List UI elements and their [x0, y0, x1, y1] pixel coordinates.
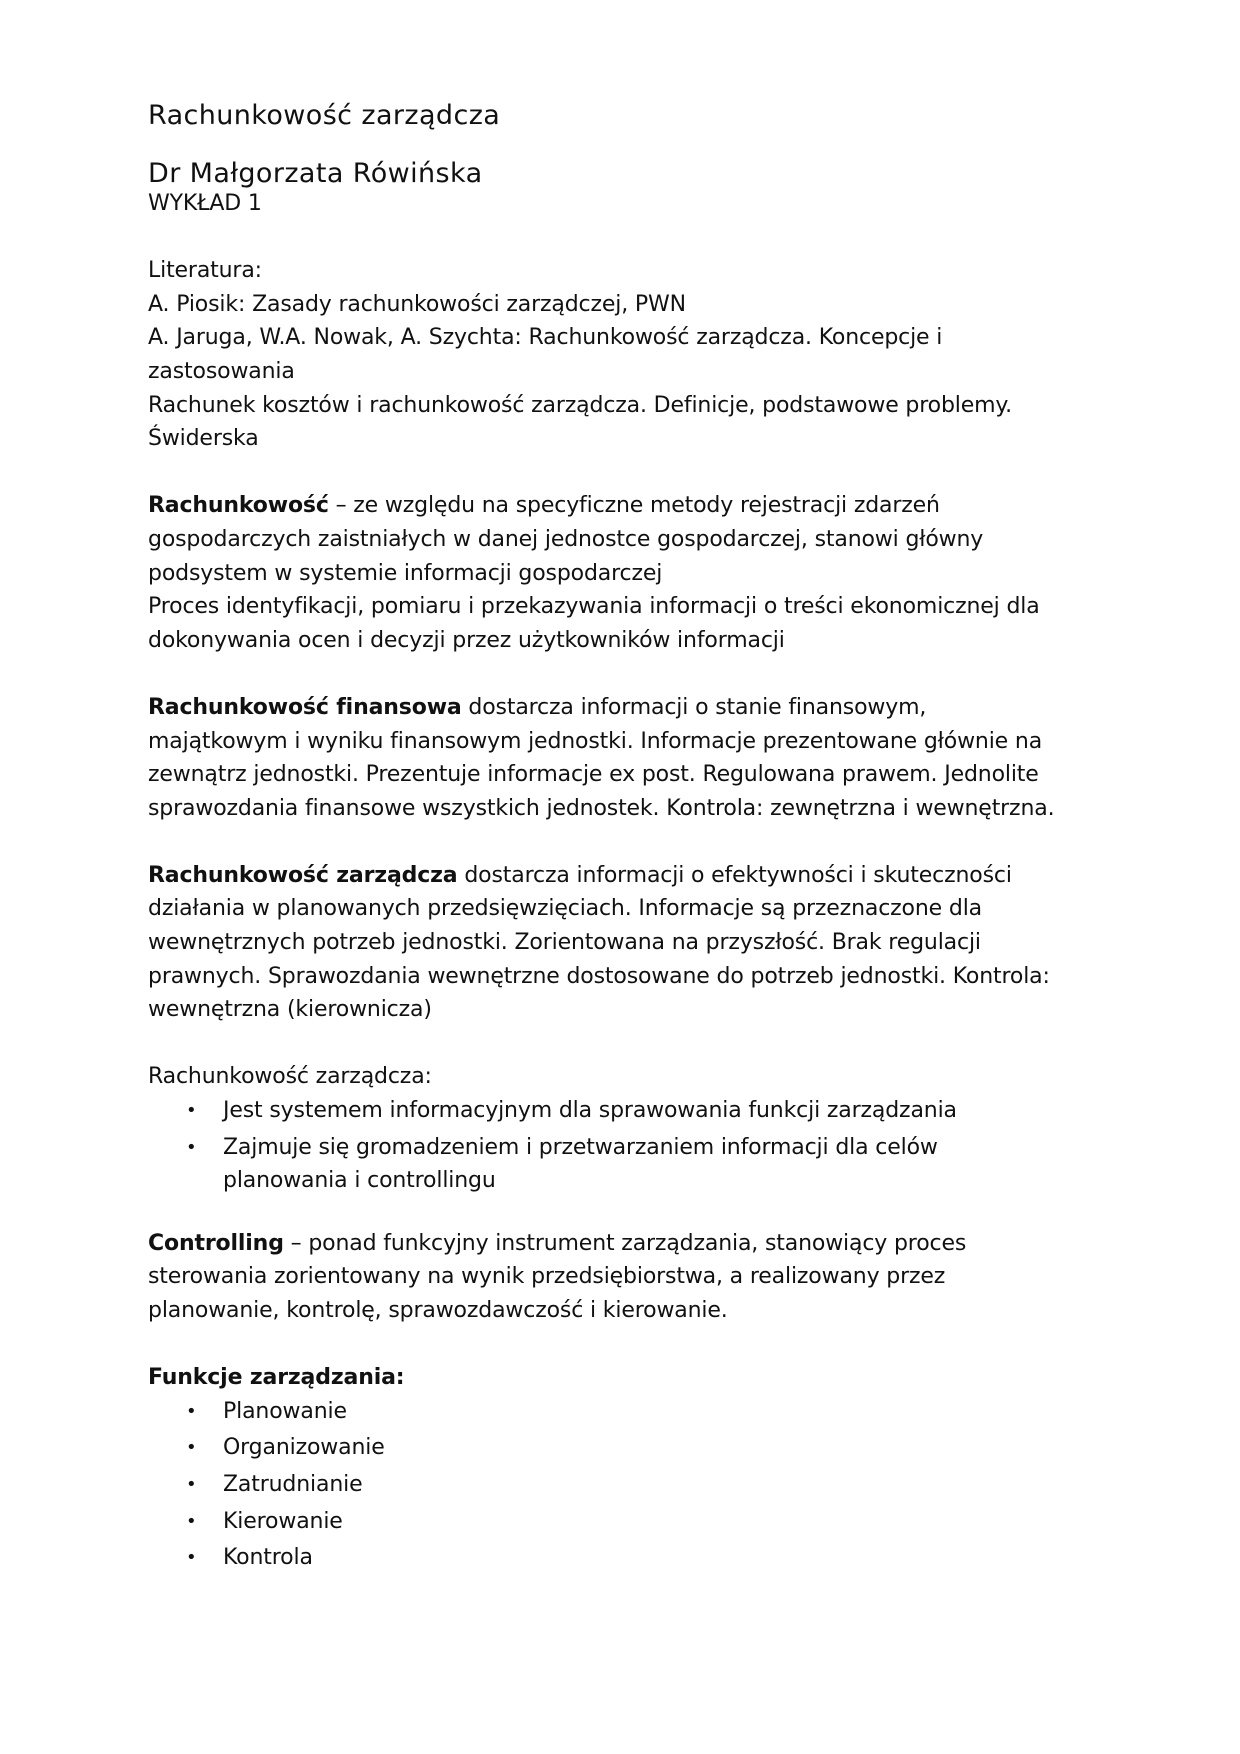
definition-line: sterowania zorientowany na wynik przedsiębiorstwa, a realizowany przez — [148, 1264, 946, 1290]
bullet-icon: • — [186, 1510, 197, 1532]
list-item — [148, 1505, 1108, 1539]
list-item — [148, 1094, 1108, 1128]
definition-text: – ze względu na specyficzne metody rejestracji zdarzeń — [328, 493, 940, 519]
list-item — [148, 1431, 1108, 1465]
list-item-text: Zajmuje się gromadzeniem i przetwarzaniem informacji dla celów — [223, 1134, 938, 1160]
definition-line: gospodarczych zaistniałych w danej jednostce gospodarczej, stanowi główny — [148, 526, 984, 552]
definition-line: wewnętrzna (kierownicza) — [148, 997, 432, 1023]
zarzadcza-list-section — [148, 1060, 1108, 1197]
definition-line: działania w planowanych przedsięwzięciach. Informacje są przeznaczone dla — [148, 896, 982, 922]
literature-heading: Literatura: — [148, 258, 262, 284]
literature-item: zastosowania — [148, 358, 295, 384]
definition-line — [148, 1227, 1108, 1261]
list-item-text: Jest systemem informacyjnym dla sprawowania funkcji zarządzania — [223, 1098, 957, 1124]
definition-text: – ponad funkcyjny instrument zarządzania, stanowiący proces — [283, 1230, 967, 1256]
list-item-text: planowania i controllingu — [223, 1168, 496, 1194]
list-item-text: Kierowanie — [223, 1508, 343, 1534]
definition-text: dostarcza informacji o stanie finansowym, — [461, 694, 927, 720]
list-item-text: Planowanie — [223, 1398, 347, 1424]
functions-list — [148, 1395, 1108, 1575]
definition-line — [148, 691, 1108, 725]
literature-item: A. Jaruga, W.A. Nowak, A. Szychta: Rachunkowość zarządcza. Koncepcje i — [148, 325, 943, 351]
definition-line: Proces identyfikacji, pomiaru i przekazywania informacji o treści ekonomicznej dla — [148, 594, 1040, 620]
definition-line: dokonywania ocen i decyzji przez użytkowników informacji — [148, 627, 785, 653]
bullet-icon: • — [186, 1100, 197, 1122]
spacer — [148, 1027, 1108, 1061]
list-item — [148, 1131, 1108, 1198]
section-heading-text: Funkcje zarządzania: — [148, 1365, 405, 1391]
bullet-icon: • — [186, 1473, 197, 1495]
definition-line — [148, 859, 1108, 893]
list-item — [148, 1468, 1108, 1502]
literature-item: A. Piosik: Zasady rachunkowości zarządczej, PWN — [148, 291, 686, 317]
list-heading: Rachunkowość zarządcza: — [148, 1064, 432, 1090]
literature-section — [148, 254, 1108, 456]
definition-line: wewnętrznych potrzeb jednostki. Zorientowana na przyszłość. Brak regulacji — [148, 930, 981, 956]
literature-item: Świderska — [148, 426, 259, 452]
definition-line: prawnych. Sprawozdania wewnętrzne dostosowane do potrzeb jednostki. Kontrola: — [148, 963, 1050, 989]
list-item-text: Zatrudnianie — [223, 1471, 363, 1497]
section-heading — [148, 1361, 1108, 1395]
zarzadcza-definition — [148, 859, 1108, 1027]
bullet-list — [148, 1094, 1108, 1198]
definition-term: Rachunkowość finansowa — [148, 694, 462, 720]
list-item — [148, 1541, 1108, 1575]
author-name: Dr Małgorzata Rówińska — [148, 158, 483, 189]
definition-line: sprawozdania finansowe wszystkich jednostek. Kontrola: zewnętrzna i wewnętrzna. — [148, 795, 1055, 821]
rachunkowosc-definition — [148, 489, 1108, 657]
spacer — [148, 1201, 1108, 1227]
definition-line: planowanie, kontrolę, sprawozdawczość i kierowanie. — [148, 1298, 728, 1323]
bullet-icon: • — [186, 1547, 197, 1569]
spacer — [148, 456, 1108, 490]
spacer — [148, 657, 1108, 691]
definition-term: Rachunkowość zarządcza — [148, 862, 458, 888]
lecture-label: WYKŁAD 1 — [148, 191, 262, 216]
bullet-icon: • — [186, 1437, 197, 1459]
definition-line: podsystem w systemie informacji gospodarczej — [148, 560, 663, 586]
spacer — [148, 1328, 1108, 1362]
definition-line — [148, 489, 1108, 523]
funkcje-section — [148, 1361, 1108, 1575]
definition-term: Rachunkowość — [148, 493, 329, 519]
definition-text: dostarcza informacji o efektywności i skuteczności — [457, 862, 1012, 888]
definition-line: majątkowym i wyniku finansowym jednostki. Informacje prezentowane głównie na — [148, 728, 1043, 754]
literature-item: Rachunek kosztów i rachunkowość zarządcza. Definicje, podstawowe problemy. — [148, 392, 1012, 418]
finansowa-definition — [148, 691, 1108, 825]
document-title: Rachunkowość zarządcza — [148, 100, 501, 131]
spacer — [148, 825, 1108, 859]
list-item-text: Organizowanie — [223, 1435, 385, 1461]
definition-line: zewnątrz jednostki. Prezentuje informacje ex post. Regulowana prawem. Jednolite — [148, 762, 1039, 788]
bullet-icon: • — [186, 1136, 197, 1158]
controlling-definition — [148, 1227, 1108, 1328]
list-item-text: Kontrola — [223, 1545, 313, 1571]
spacer — [148, 221, 1108, 255]
document-page — [148, 96, 1108, 1578]
list-item — [148, 1395, 1108, 1429]
bullet-icon: • — [186, 1400, 197, 1422]
definition-term: Controlling — [148, 1230, 284, 1256]
